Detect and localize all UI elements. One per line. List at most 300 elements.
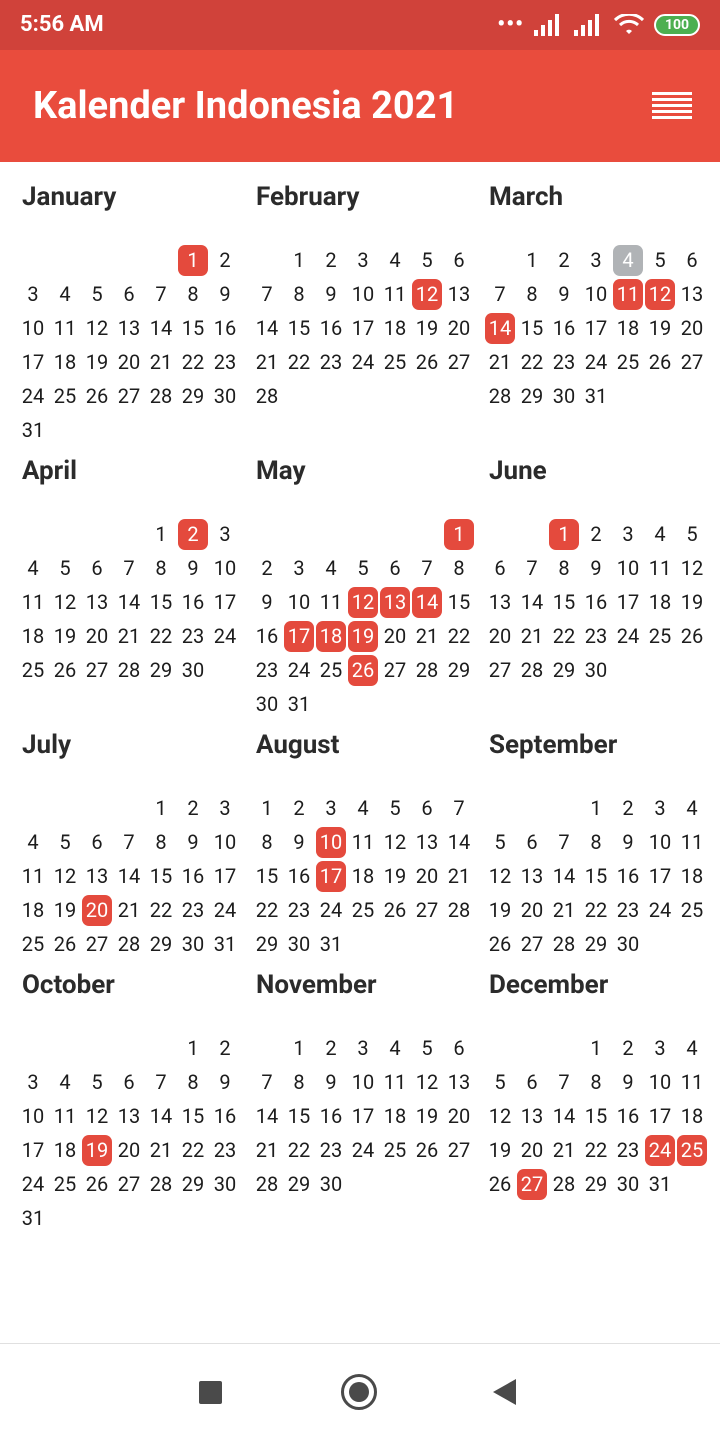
day-cell[interactable]: 9 <box>187 830 199 854</box>
day-cell[interactable]: 25 <box>53 384 77 408</box>
day-cell[interactable]: 27 <box>520 932 544 956</box>
day-cell[interactable]: 16 <box>616 864 640 888</box>
day-cell[interactable]: 24 <box>21 1172 45 1196</box>
day-cell[interactable]: 25 <box>351 898 375 922</box>
day-cell[interactable]: 29 <box>520 384 544 408</box>
day-cell[interactable]: 31 <box>287 692 311 716</box>
day-cell[interactable]: 20 <box>680 316 704 340</box>
day-cell[interactable]: 21 <box>552 1138 576 1162</box>
day-cell[interactable]: 4 <box>357 796 369 820</box>
day-cell[interactable]: 4 <box>59 1070 71 1094</box>
day-cell[interactable]: 26 <box>348 655 378 686</box>
day-cell[interactable]: 20 <box>85 624 109 648</box>
day-cell[interactable]: 30 <box>287 932 311 956</box>
day-cell[interactable]: 5 <box>494 830 506 854</box>
day-cell[interactable]: 28 <box>552 1172 576 1196</box>
day-cell[interactable]: 13 <box>85 864 109 888</box>
day-cell[interactable]: 1 <box>590 796 602 820</box>
day-cell[interactable]: 25 <box>680 898 704 922</box>
day-cell[interactable]: 30 <box>616 1172 640 1196</box>
day-cell[interactable]: 19 <box>82 1135 112 1166</box>
day-cell[interactable]: 12 <box>53 590 77 614</box>
day-cell[interactable]: 3 <box>219 522 231 546</box>
day-cell[interactable]: 23 <box>181 898 205 922</box>
day-cell[interactable]: 27 <box>488 658 512 682</box>
day-cell[interactable]: 28 <box>117 932 141 956</box>
day-cell[interactable]: 11 <box>680 1070 704 1094</box>
day-cell[interactable]: 18 <box>21 624 45 648</box>
day-cell[interactable]: 14 <box>149 1104 173 1128</box>
day-cell[interactable]: 3 <box>219 796 231 820</box>
day-cell[interactable]: 30 <box>181 932 205 956</box>
day-cell[interactable]: 17 <box>284 621 314 652</box>
day-cell[interactable]: 22 <box>447 624 471 648</box>
day-cell[interactable]: 28 <box>447 898 471 922</box>
day-cell[interactable]: 4 <box>389 1036 401 1060</box>
day-cell[interactable]: 4 <box>389 248 401 272</box>
day-cell[interactable]: 12 <box>488 1104 512 1128</box>
day-cell[interactable]: 26 <box>415 350 439 374</box>
day-cell[interactable]: 12 <box>680 556 704 580</box>
day-cell[interactable]: 17 <box>584 316 608 340</box>
day-cell[interactable]: 9 <box>293 830 305 854</box>
day-cell[interactable]: 18 <box>680 864 704 888</box>
day-cell[interactable]: 7 <box>558 830 570 854</box>
day-cell[interactable]: 25 <box>53 1172 77 1196</box>
day-cell[interactable]: 17 <box>21 350 45 374</box>
day-cell[interactable]: 15 <box>552 590 576 614</box>
day-cell[interactable]: 5 <box>654 248 666 272</box>
day-cell[interactable]: 22 <box>181 1138 205 1162</box>
day-cell[interactable]: 11 <box>319 590 343 614</box>
day-cell[interactable]: 18 <box>21 898 45 922</box>
day-cell[interactable]: 16 <box>287 864 311 888</box>
day-cell[interactable]: 13 <box>520 864 544 888</box>
day-cell[interactable]: 23 <box>319 1138 343 1162</box>
day-cell[interactable]: 19 <box>53 624 77 648</box>
day-cell[interactable]: 14 <box>447 830 471 854</box>
day-cell[interactable]: 14 <box>485 313 515 344</box>
day-cell[interactable]: 31 <box>648 1172 672 1196</box>
day-cell[interactable]: 6 <box>123 282 135 306</box>
day-cell[interactable]: 1 <box>444 519 474 550</box>
day-cell[interactable]: 16 <box>213 316 237 340</box>
day-cell[interactable]: 5 <box>91 282 103 306</box>
day-cell[interactable]: 13 <box>117 316 141 340</box>
day-cell[interactable]: 28 <box>552 932 576 956</box>
day-cell[interactable]: 21 <box>149 350 173 374</box>
day-cell[interactable]: 28 <box>149 384 173 408</box>
day-cell[interactable]: 11 <box>613 279 643 310</box>
day-cell[interactable]: 28 <box>415 658 439 682</box>
day-cell[interactable]: 12 <box>85 316 109 340</box>
day-cell[interactable]: 6 <box>91 556 103 580</box>
day-cell[interactable]: 14 <box>117 864 141 888</box>
day-cell[interactable]: 13 <box>520 1104 544 1128</box>
day-cell[interactable]: 2 <box>178 519 208 550</box>
day-cell[interactable]: 10 <box>213 830 237 854</box>
day-cell[interactable]: 2 <box>622 1036 634 1060</box>
day-cell[interactable]: 20 <box>117 1138 141 1162</box>
day-cell[interactable]: 15 <box>287 1104 311 1128</box>
day-cell[interactable]: 9 <box>590 556 602 580</box>
day-cell[interactable]: 8 <box>558 556 570 580</box>
day-cell[interactable]: 3 <box>325 796 337 820</box>
day-cell[interactable]: 27 <box>447 350 471 374</box>
day-cell[interactable]: 24 <box>645 1135 675 1166</box>
day-cell[interactable]: 1 <box>293 248 305 272</box>
day-cell[interactable]: 17 <box>648 864 672 888</box>
day-cell[interactable]: 20 <box>383 624 407 648</box>
day-cell[interactable]: 23 <box>552 350 576 374</box>
day-cell[interactable]: 3 <box>293 556 305 580</box>
day-cell[interactable]: 29 <box>181 1172 205 1196</box>
day-cell[interactable]: 22 <box>584 1138 608 1162</box>
day-cell[interactable]: 25 <box>21 658 45 682</box>
day-cell[interactable]: 27 <box>517 1169 547 1200</box>
day-cell[interactable]: 14 <box>520 590 544 614</box>
day-cell[interactable]: 8 <box>453 556 465 580</box>
day-cell[interactable]: 24 <box>319 898 343 922</box>
day-cell[interactable]: 21 <box>117 898 141 922</box>
day-cell[interactable]: 18 <box>383 316 407 340</box>
day-cell[interactable]: 29 <box>447 658 471 682</box>
day-cell[interactable]: 5 <box>421 1036 433 1060</box>
day-cell[interactable]: 2 <box>325 1036 337 1060</box>
day-cell[interactable]: 8 <box>155 556 167 580</box>
day-cell[interactable]: 6 <box>91 830 103 854</box>
day-cell[interactable]: 27 <box>447 1138 471 1162</box>
day-cell[interactable]: 2 <box>590 522 602 546</box>
day-cell[interactable]: 14 <box>552 864 576 888</box>
day-cell[interactable]: 7 <box>123 830 135 854</box>
day-cell[interactable]: 21 <box>117 624 141 648</box>
day-cell[interactable]: 17 <box>648 1104 672 1128</box>
day-cell[interactable]: 8 <box>187 282 199 306</box>
day-cell[interactable]: 26 <box>488 932 512 956</box>
day-cell[interactable]: 18 <box>316 621 346 652</box>
day-cell[interactable]: 11 <box>383 282 407 306</box>
day-cell[interactable]: 4 <box>686 796 698 820</box>
day-cell[interactable]: 4 <box>27 556 39 580</box>
day-cell[interactable]: 9 <box>622 830 634 854</box>
day-cell[interactable]: 22 <box>520 350 544 374</box>
day-cell[interactable]: 29 <box>181 384 205 408</box>
day-cell[interactable]: 2 <box>325 248 337 272</box>
day-cell[interactable]: 31 <box>21 418 45 442</box>
day-cell[interactable]: 28 <box>117 658 141 682</box>
day-cell[interactable]: 10 <box>616 556 640 580</box>
day-cell[interactable]: 7 <box>261 1070 273 1094</box>
day-cell[interactable]: 31 <box>319 932 343 956</box>
day-cell[interactable]: 31 <box>21 1206 45 1230</box>
day-cell[interactable]: 17 <box>351 1104 375 1128</box>
day-cell[interactable]: 13 <box>447 1070 471 1094</box>
day-cell[interactable]: 23 <box>616 1138 640 1162</box>
day-cell[interactable]: 12 <box>645 279 675 310</box>
day-cell[interactable]: 12 <box>415 1070 439 1094</box>
day-cell[interactable]: 19 <box>53 898 77 922</box>
day-cell[interactable]: 12 <box>348 587 378 618</box>
day-cell[interactable]: 15 <box>520 316 544 340</box>
day-cell[interactable]: 14 <box>149 316 173 340</box>
day-cell[interactable]: 30 <box>255 692 279 716</box>
day-cell[interactable]: 12 <box>412 279 442 310</box>
day-cell[interactable]: 5 <box>389 796 401 820</box>
day-cell[interactable]: 6 <box>526 830 538 854</box>
day-cell[interactable]: 16 <box>552 316 576 340</box>
day-cell[interactable]: 19 <box>648 316 672 340</box>
day-cell[interactable]: 21 <box>149 1138 173 1162</box>
day-cell[interactable]: 5 <box>59 556 71 580</box>
day-cell[interactable]: 19 <box>488 1138 512 1162</box>
day-cell[interactable]: 25 <box>616 350 640 374</box>
day-cell[interactable]: 21 <box>415 624 439 648</box>
day-cell[interactable]: 7 <box>558 1070 570 1094</box>
day-cell[interactable]: 26 <box>53 658 77 682</box>
day-cell[interactable]: 8 <box>590 1070 602 1094</box>
day-cell[interactable]: 30 <box>319 1172 343 1196</box>
day-cell[interactable]: 8 <box>155 830 167 854</box>
day-cell[interactable]: 5 <box>686 522 698 546</box>
day-cell[interactable]: 17 <box>213 864 237 888</box>
day-cell[interactable]: 2 <box>219 248 231 272</box>
day-cell[interactable]: 18 <box>616 316 640 340</box>
day-cell[interactable]: 22 <box>584 898 608 922</box>
day-cell[interactable]: 15 <box>149 864 173 888</box>
day-cell[interactable]: 5 <box>494 1070 506 1094</box>
day-cell[interactable]: 23 <box>616 898 640 922</box>
day-cell[interactable]: 23 <box>584 624 608 648</box>
day-cell[interactable]: 7 <box>494 282 506 306</box>
day-cell[interactable]: 30 <box>181 658 205 682</box>
day-cell[interactable]: 16 <box>181 590 205 614</box>
day-cell[interactable]: 6 <box>389 556 401 580</box>
day-cell[interactable]: 18 <box>53 350 77 374</box>
day-cell[interactable]: 8 <box>526 282 538 306</box>
day-cell[interactable]: 22 <box>149 624 173 648</box>
day-cell[interactable]: 19 <box>415 316 439 340</box>
day-cell[interactable]: 9 <box>325 282 337 306</box>
day-cell[interactable]: 13 <box>415 830 439 854</box>
day-cell[interactable]: 21 <box>488 350 512 374</box>
day-cell[interactable]: 13 <box>488 590 512 614</box>
day-cell[interactable]: 9 <box>558 282 570 306</box>
day-cell[interactable]: 24 <box>616 624 640 648</box>
day-cell[interactable]: 27 <box>85 658 109 682</box>
day-cell[interactable]: 14 <box>255 1104 279 1128</box>
day-cell[interactable]: 8 <box>293 1070 305 1094</box>
day-cell[interactable]: 17 <box>616 590 640 614</box>
day-cell[interactable]: 21 <box>447 864 471 888</box>
day-cell[interactable]: 26 <box>648 350 672 374</box>
day-cell[interactable]: 23 <box>287 898 311 922</box>
day-cell[interactable]: 20 <box>447 316 471 340</box>
day-cell[interactable]: 24 <box>213 898 237 922</box>
day-cell[interactable]: 14 <box>117 590 141 614</box>
day-cell[interactable]: 31 <box>584 384 608 408</box>
day-cell[interactable]: 23 <box>213 1138 237 1162</box>
day-cell[interactable]: 9 <box>261 590 273 614</box>
day-cell[interactable]: 1 <box>590 1036 602 1060</box>
day-cell[interactable]: 2 <box>293 796 305 820</box>
day-cell[interactable]: 26 <box>680 624 704 648</box>
day-cell[interactable]: 8 <box>293 282 305 306</box>
day-cell[interactable]: 10 <box>584 282 608 306</box>
day-cell[interactable]: 3 <box>357 1036 369 1060</box>
day-cell[interactable]: 15 <box>255 864 279 888</box>
day-cell[interactable]: 5 <box>421 248 433 272</box>
day-cell[interactable]: 4 <box>654 522 666 546</box>
day-cell[interactable]: 6 <box>526 1070 538 1094</box>
day-cell[interactable]: 11 <box>680 830 704 854</box>
day-cell[interactable]: 13 <box>85 590 109 614</box>
home-circle-icon[interactable] <box>341 1374 377 1410</box>
menu-lines-icon[interactable] <box>652 92 692 122</box>
day-cell[interactable]: 28 <box>520 658 544 682</box>
day-cell[interactable]: 13 <box>380 587 410 618</box>
day-cell[interactable]: 1 <box>178 245 208 276</box>
recent-apps-square-icon[interactable] <box>199 1381 222 1404</box>
day-cell[interactable]: 14 <box>255 316 279 340</box>
day-cell[interactable]: 17 <box>351 316 375 340</box>
day-cell[interactable]: 8 <box>187 1070 199 1094</box>
day-cell[interactable]: 7 <box>261 282 273 306</box>
day-cell[interactable]: 22 <box>181 350 205 374</box>
back-triangle-icon[interactable] <box>493 1379 516 1405</box>
day-cell[interactable]: 3 <box>654 796 666 820</box>
day-cell[interactable]: 22 <box>287 1138 311 1162</box>
day-cell[interactable]: 19 <box>383 864 407 888</box>
day-cell[interactable]: 12 <box>85 1104 109 1128</box>
day-cell[interactable]: 7 <box>123 556 135 580</box>
day-cell[interactable]: 6 <box>686 248 698 272</box>
day-cell[interactable]: 15 <box>447 590 471 614</box>
day-cell[interactable]: 4 <box>59 282 71 306</box>
day-cell[interactable]: 26 <box>85 384 109 408</box>
day-cell[interactable]: 24 <box>213 624 237 648</box>
day-cell[interactable]: 25 <box>383 1138 407 1162</box>
day-cell[interactable]: 5 <box>357 556 369 580</box>
day-cell[interactable]: 25 <box>677 1135 707 1166</box>
day-cell[interactable]: 3 <box>27 1070 39 1094</box>
day-cell[interactable]: 14 <box>552 1104 576 1128</box>
day-cell[interactable]: 2 <box>261 556 273 580</box>
day-cell[interactable]: 24 <box>287 658 311 682</box>
day-cell[interactable]: 5 <box>91 1070 103 1094</box>
day-cell[interactable]: 18 <box>351 864 375 888</box>
day-cell[interactable]: 9 <box>219 282 231 306</box>
day-cell[interactable]: 30 <box>616 932 640 956</box>
day-cell[interactable]: 3 <box>357 248 369 272</box>
day-cell[interactable]: 4 <box>325 556 337 580</box>
day-cell[interactable]: 1 <box>155 522 167 546</box>
day-cell[interactable]: 30 <box>213 384 237 408</box>
day-cell[interactable]: 6 <box>494 556 506 580</box>
day-cell[interactable]: 13 <box>117 1104 141 1128</box>
day-cell[interactable]: 16 <box>213 1104 237 1128</box>
day-cell[interactable]: 28 <box>488 384 512 408</box>
day-cell[interactable]: 18 <box>680 1104 704 1128</box>
day-cell[interactable]: 25 <box>319 658 343 682</box>
day-cell[interactable]: 1 <box>187 1036 199 1060</box>
day-cell[interactable]: 10 <box>287 590 311 614</box>
day-cell[interactable]: 10 <box>316 827 346 858</box>
day-cell[interactable]: 21 <box>520 624 544 648</box>
day-cell[interactable]: 7 <box>421 556 433 580</box>
day-cell[interactable]: 12 <box>53 864 77 888</box>
day-cell[interactable]: 3 <box>654 1036 666 1060</box>
day-cell[interactable]: 17 <box>21 1138 45 1162</box>
day-cell[interactable]: 24 <box>584 350 608 374</box>
day-cell[interactable]: 6 <box>421 796 433 820</box>
day-cell[interactable]: 19 <box>85 350 109 374</box>
day-cell[interactable]: 18 <box>648 590 672 614</box>
day-cell[interactable]: 29 <box>149 932 173 956</box>
day-cell[interactable]: 27 <box>680 350 704 374</box>
day-cell[interactable]: 15 <box>584 1104 608 1128</box>
day-cell[interactable]: 2 <box>558 248 570 272</box>
day-cell[interactable]: 29 <box>149 658 173 682</box>
day-cell[interactable]: 22 <box>149 898 173 922</box>
day-cell[interactable]: 10 <box>21 1104 45 1128</box>
day-cell[interactable]: 26 <box>415 1138 439 1162</box>
day-cell[interactable]: 20 <box>117 350 141 374</box>
day-cell[interactable]: 7 <box>526 556 538 580</box>
day-cell[interactable]: 26 <box>488 1172 512 1196</box>
day-cell[interactable]: 15 <box>181 316 205 340</box>
day-cell[interactable]: 16 <box>181 864 205 888</box>
day-cell[interactable]: 27 <box>415 898 439 922</box>
day-cell[interactable]: 10 <box>351 1070 375 1094</box>
day-cell[interactable]: 28 <box>149 1172 173 1196</box>
day-cell[interactable]: 3 <box>622 522 634 546</box>
day-cell[interactable]: 2 <box>187 796 199 820</box>
day-cell[interactable]: 2 <box>622 796 634 820</box>
day-cell[interactable]: 2 <box>219 1036 231 1060</box>
day-cell[interactable]: 1 <box>526 248 538 272</box>
day-cell[interactable]: 14 <box>412 587 442 618</box>
day-cell[interactable]: 6 <box>453 248 465 272</box>
day-cell[interactable]: 11 <box>21 590 45 614</box>
day-cell[interactable]: 11 <box>383 1070 407 1094</box>
day-cell[interactable]: 16 <box>319 1104 343 1128</box>
day-cell[interactable]: 4 <box>613 245 643 276</box>
day-cell[interactable]: 28 <box>255 384 279 408</box>
day-cell[interactable]: 30 <box>552 384 576 408</box>
day-cell[interactable]: 17 <box>213 590 237 614</box>
day-cell[interactable]: 27 <box>383 658 407 682</box>
day-cell[interactable]: 12 <box>488 864 512 888</box>
day-cell[interactable]: 21 <box>255 350 279 374</box>
day-cell[interactable]: 20 <box>520 898 544 922</box>
day-cell[interactable]: 20 <box>488 624 512 648</box>
day-cell[interactable]: 16 <box>255 624 279 648</box>
day-cell[interactable]: 27 <box>85 932 109 956</box>
day-cell[interactable]: 6 <box>453 1036 465 1060</box>
day-cell[interactable]: 29 <box>255 932 279 956</box>
day-cell[interactable]: 24 <box>351 1138 375 1162</box>
day-cell[interactable]: 11 <box>53 1104 77 1128</box>
day-cell[interactable]: 24 <box>21 384 45 408</box>
day-cell[interactable]: 16 <box>319 316 343 340</box>
day-cell[interactable]: 19 <box>488 898 512 922</box>
day-cell[interactable]: 29 <box>287 1172 311 1196</box>
day-cell[interactable]: 24 <box>648 898 672 922</box>
day-cell[interactable]: 6 <box>123 1070 135 1094</box>
day-cell[interactable]: 19 <box>348 621 378 652</box>
day-cell[interactable]: 30 <box>584 658 608 682</box>
